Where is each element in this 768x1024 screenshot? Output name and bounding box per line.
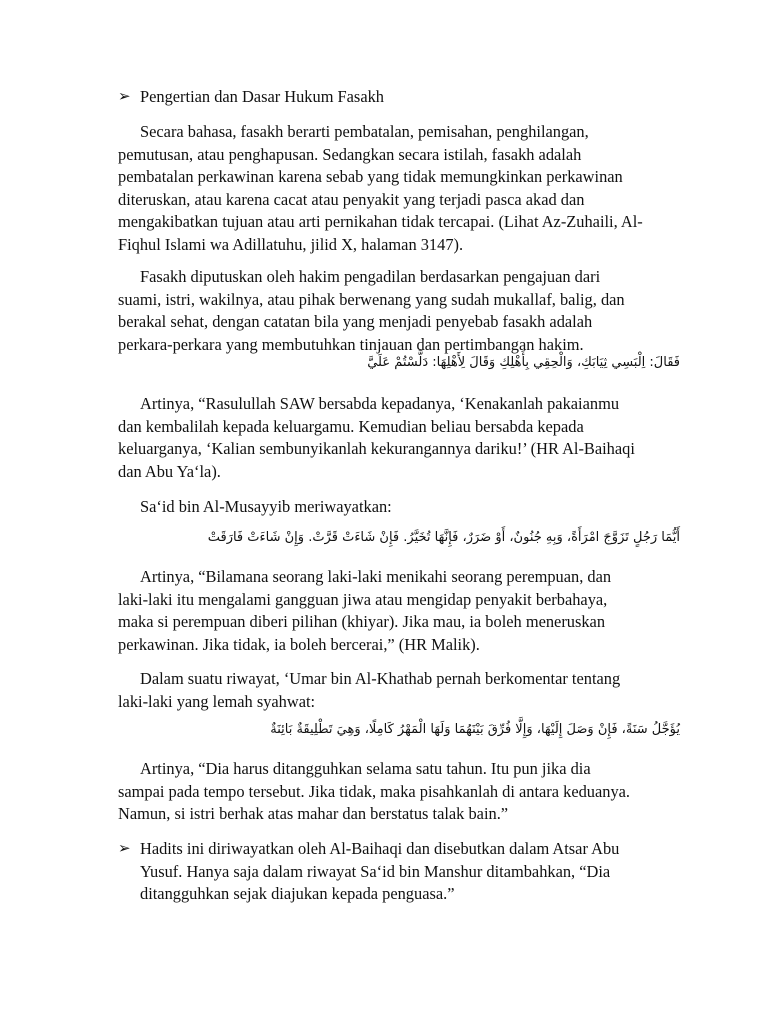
paragraph-translation-1 xyxy=(118,393,688,483)
paragraph-translation-3 xyxy=(118,758,688,826)
paragraph-definition xyxy=(118,121,688,257)
text-line: ditangguhkan sejak diajukan kepada penguasa.” xyxy=(140,884,455,904)
paragraph-umar xyxy=(118,668,688,713)
text-line: mengakibatkan tujuan atau arti pernikahan tidak tercapai. (Lihat Az-Zuhaili, Al- xyxy=(118,212,643,232)
bullet-note-text xyxy=(140,838,688,906)
text-line: Fasakh diputuskan oleh hakim pengadilan berdasarkan pengajuan dari xyxy=(140,267,601,286)
text-line: pemutusan, atau penghapusan. Sedangkan secara istilah, fasakh adalah xyxy=(118,144,582,164)
section-heading-text: Pengertian dan Dasar Hukum Fasakh xyxy=(140,87,384,106)
text-line: perkawinan. Jika tidak, ia boleh bercerai,” (HR Malik). xyxy=(118,634,480,654)
text-line: Namun, si istri berhak atas mahar dan berstatus talak bain.” xyxy=(118,804,509,824)
paragraph-narration xyxy=(140,496,680,519)
paragraph-decision xyxy=(118,266,688,356)
paragraph-translation-2 xyxy=(118,566,688,656)
text-line: sampai pada tempo tersebut. Jika tidak, maka pisahkanlah di antara keduanya. xyxy=(118,781,631,801)
text-line: Artinya, “Bilamana seorang laki-laki menikahi seorang perempuan, dan xyxy=(140,567,612,586)
text-line: suami, istri, wakilnya, atau pihak berwenang yang sudah mukallaf, balig, dan xyxy=(118,289,625,309)
text-line: Hadits ini diriwayatkan oleh Al-Baihaqi dan disebutkan dalam Atsar Abu xyxy=(140,839,620,858)
text-line: laki-laki itu mengalami gangguan jiwa atau mengidap penyakit berbahaya, xyxy=(118,589,608,609)
text-line: laki-laki yang lemah syahwat: xyxy=(118,691,316,711)
text-line: diteruskan, atau karena cacat atau penyakit yang terjadi pasca akad dan xyxy=(118,189,585,209)
text-line: keluarganya, ‘Kalian sembunyikanlah kekurangannya dariku!’ (HR Al-Baihaqi xyxy=(118,439,635,459)
arabic-quote-2: أَيُّمَا رَجُلٍ تَزَوَّجَ امْرَأَةً، وَبِهِ جُنُونٌ، أَوْ ضَرَرٌ، فَإِنَّهَا تُخَيَّرُ. فَإِنْ شَاءَتْ قَرَّتْ. وَإِنْ شَاءَتْ فَارَقَتْ xyxy=(207,530,680,545)
text-line: Secara bahasa, fasakh berarti pembatalan, pemisahan, penghilangan, xyxy=(140,122,589,141)
text-line: dan kembalilah kepada keluargamu. Kemudian beliau bersabda kepada xyxy=(118,416,584,436)
text-line: Artinya, “Rasulullah SAW bersabda kepadanya, ‘Kenakanlah pakaianmu xyxy=(140,394,620,413)
arrowhead-bullet-icon: ➢ xyxy=(118,841,131,857)
bullet-note xyxy=(118,838,688,906)
section-heading xyxy=(118,86,678,109)
text-line: berakal sehat, dengan catatan bila yang menjadi penyebab fasakh adalah xyxy=(118,312,593,332)
text-line: perkara-perkara yang membutuhkan tinjauan dan pertimbangan hakim. xyxy=(118,334,584,354)
text-line: Sa‘id bin Al-Musayyib meriwayatkan: xyxy=(140,497,392,516)
arabic-quote-3: يُؤَجَّلُ سَنَةً، فَإِنْ وَصَلَ إِلَيْهَا، وَإِلَّا فُرِّقَ بَيْنَهُمَا وَلَهَا الْمَهْرُ كَامِلًا، وَهِيَ تَطْلِيقَةٌ بَائِنَةٌ xyxy=(270,722,680,737)
text-line: Artinya, “Dia harus ditangguhkan selama satu tahun. Itu pun jika dia xyxy=(140,759,591,778)
text-line: dan Abu Ya‘la). xyxy=(118,461,221,481)
text-line: maka si perempuan diberi pilihan (khiyar). Jika mau, ia boleh meneruskan xyxy=(118,612,606,632)
text-line: Fiqhul Islami wa Adillatuhu, jilid X, halaman 3147). xyxy=(118,234,464,254)
text-line: Dalam suatu riwayat, ‘Umar bin Al-Khathab pernah berkomentar tentang xyxy=(140,669,621,688)
text-line: Yusuf. Hanya saja dalam riwayat Sa‘id bin Manshur ditambahkan, “Dia xyxy=(140,861,611,881)
text-line: pembatalan perkawinan karena sebab yang tidak memungkinkan perkawinan xyxy=(118,167,623,187)
arabic-quote-1: فَقَالَ: اِلْبَسِي ثِيَابَكِ، وَالْحِقِي بِأَهْلِكِ وَقَالَ لِأَهْلِهَا: دَلَّسْتُمْ عَلَيَّ xyxy=(367,355,680,370)
arrowhead-bullet-icon: ➢ xyxy=(118,89,131,105)
